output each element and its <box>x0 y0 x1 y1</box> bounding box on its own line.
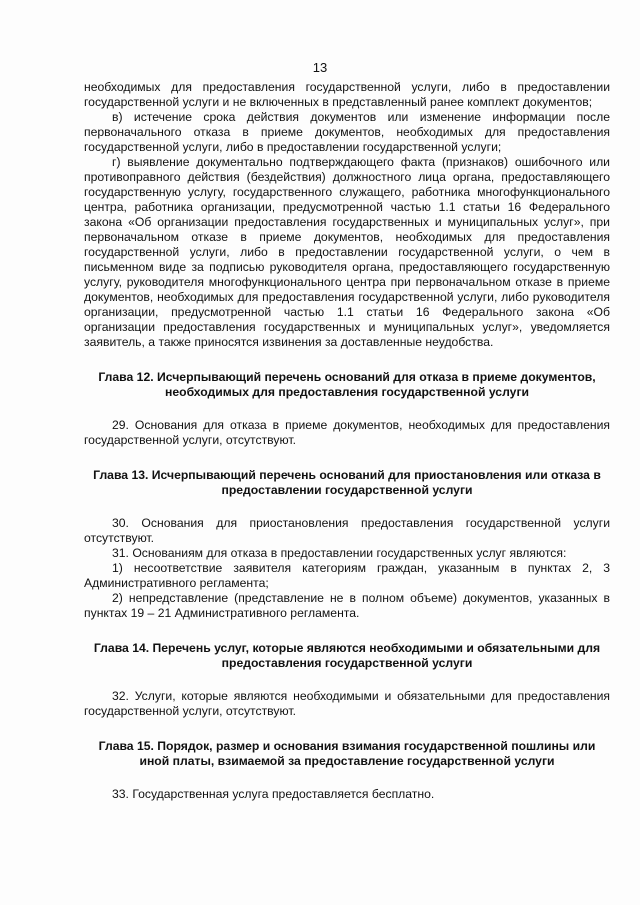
paragraph-2: в) истечение срока действия документов или изменение информации после первоначального отказа в приеме документов, необходимых для предоставления государственной услуги, либо в предоставлении государственной услуги; <box>84 110 610 154</box>
paragraph-6: 31. Основаниям для отказа в предоставлении государственных услуг являются: <box>112 546 567 560</box>
paragraph-3: г) выявление документально подтверждающего факта (признаков) ошибочного или противоправного действия (бездействия) должностного лица органа, предоставляющего государственную услугу, государственного служащего, работника многофункционального центра, работника организации, предусмотренной частью 1.1 статьи 16 Федерального закона «Об организации предоставления государственных и муниципальных услуг», при первоначальном отказе в приеме документов, необходимых для предоставления государственной услуги, либо в предоставлении государственной услуги, о чем в письменном виде за подписью руководителя органа, предоставляющего государственную услугу, руководителя многофункционального центра при первоначальном отказе в приеме документов, необходимых для предоставления государственной услуги, либо руководителя организации, предусмотренной частью 1.1 статьи 16 Федерального закона «Об организации предоставления государственных и муниципальных услуг», уведомляется заявитель, а также приносятся извинения за доставленные неудобства. <box>84 155 610 349</box>
paragraph-9: 32. Услуги, которые являются необходимыми и обязательными для предоставления государственной услуги, отсутствуют. <box>84 689 610 718</box>
page-number: 13 <box>312 60 328 75</box>
paragraph-10: 33. Государственная услуга предоставляется бесплатно. <box>112 787 435 801</box>
paragraph-7: 1) несоответствие заявителя категориям граждан, указанным в пунктах 2, 3 Административного регламента; <box>84 561 610 590</box>
paragraph-8: 2) непредставление (представление не в полном объеме) документов, указанных в пунктах 19 – 21 Административного регламента. <box>84 591 610 620</box>
paragraph-1: необходимых для предоставления государственной услуги, либо в предоставлении государственной услуги и не включенных в представленный ранее комплект документов; <box>84 80 610 109</box>
chapter-heading-3: Глава 14. Перечень услуг, которые являются необходимыми и обязательными для предоставления государственной услуги <box>93 641 601 670</box>
paragraph-5: 30. Основания для приостановления предоставления государственной услуги отсутствуют. <box>84 516 610 545</box>
chapter-heading-2: Глава 13. Исчерпывающий перечень оснований для приостановления или отказа в предоставлении государственной услуги <box>93 468 601 497</box>
document-body <box>84 80 610 802</box>
chapter-heading-1: Глава 12. Исчерпывающий перечень оснований для отказа в приеме документов, необходимых для предоставления государственной услуги <box>98 370 596 399</box>
paragraph-4: 29. Основания для отказа в приеме документов, необходимых для предоставления государственной услуги, отсутствуют. <box>84 418 610 447</box>
chapter-heading-4: Глава 15. Порядок, размер и основания взимания государственной пошлины или иной платы, взимаемой за предоставление государственной услуги <box>98 739 596 768</box>
